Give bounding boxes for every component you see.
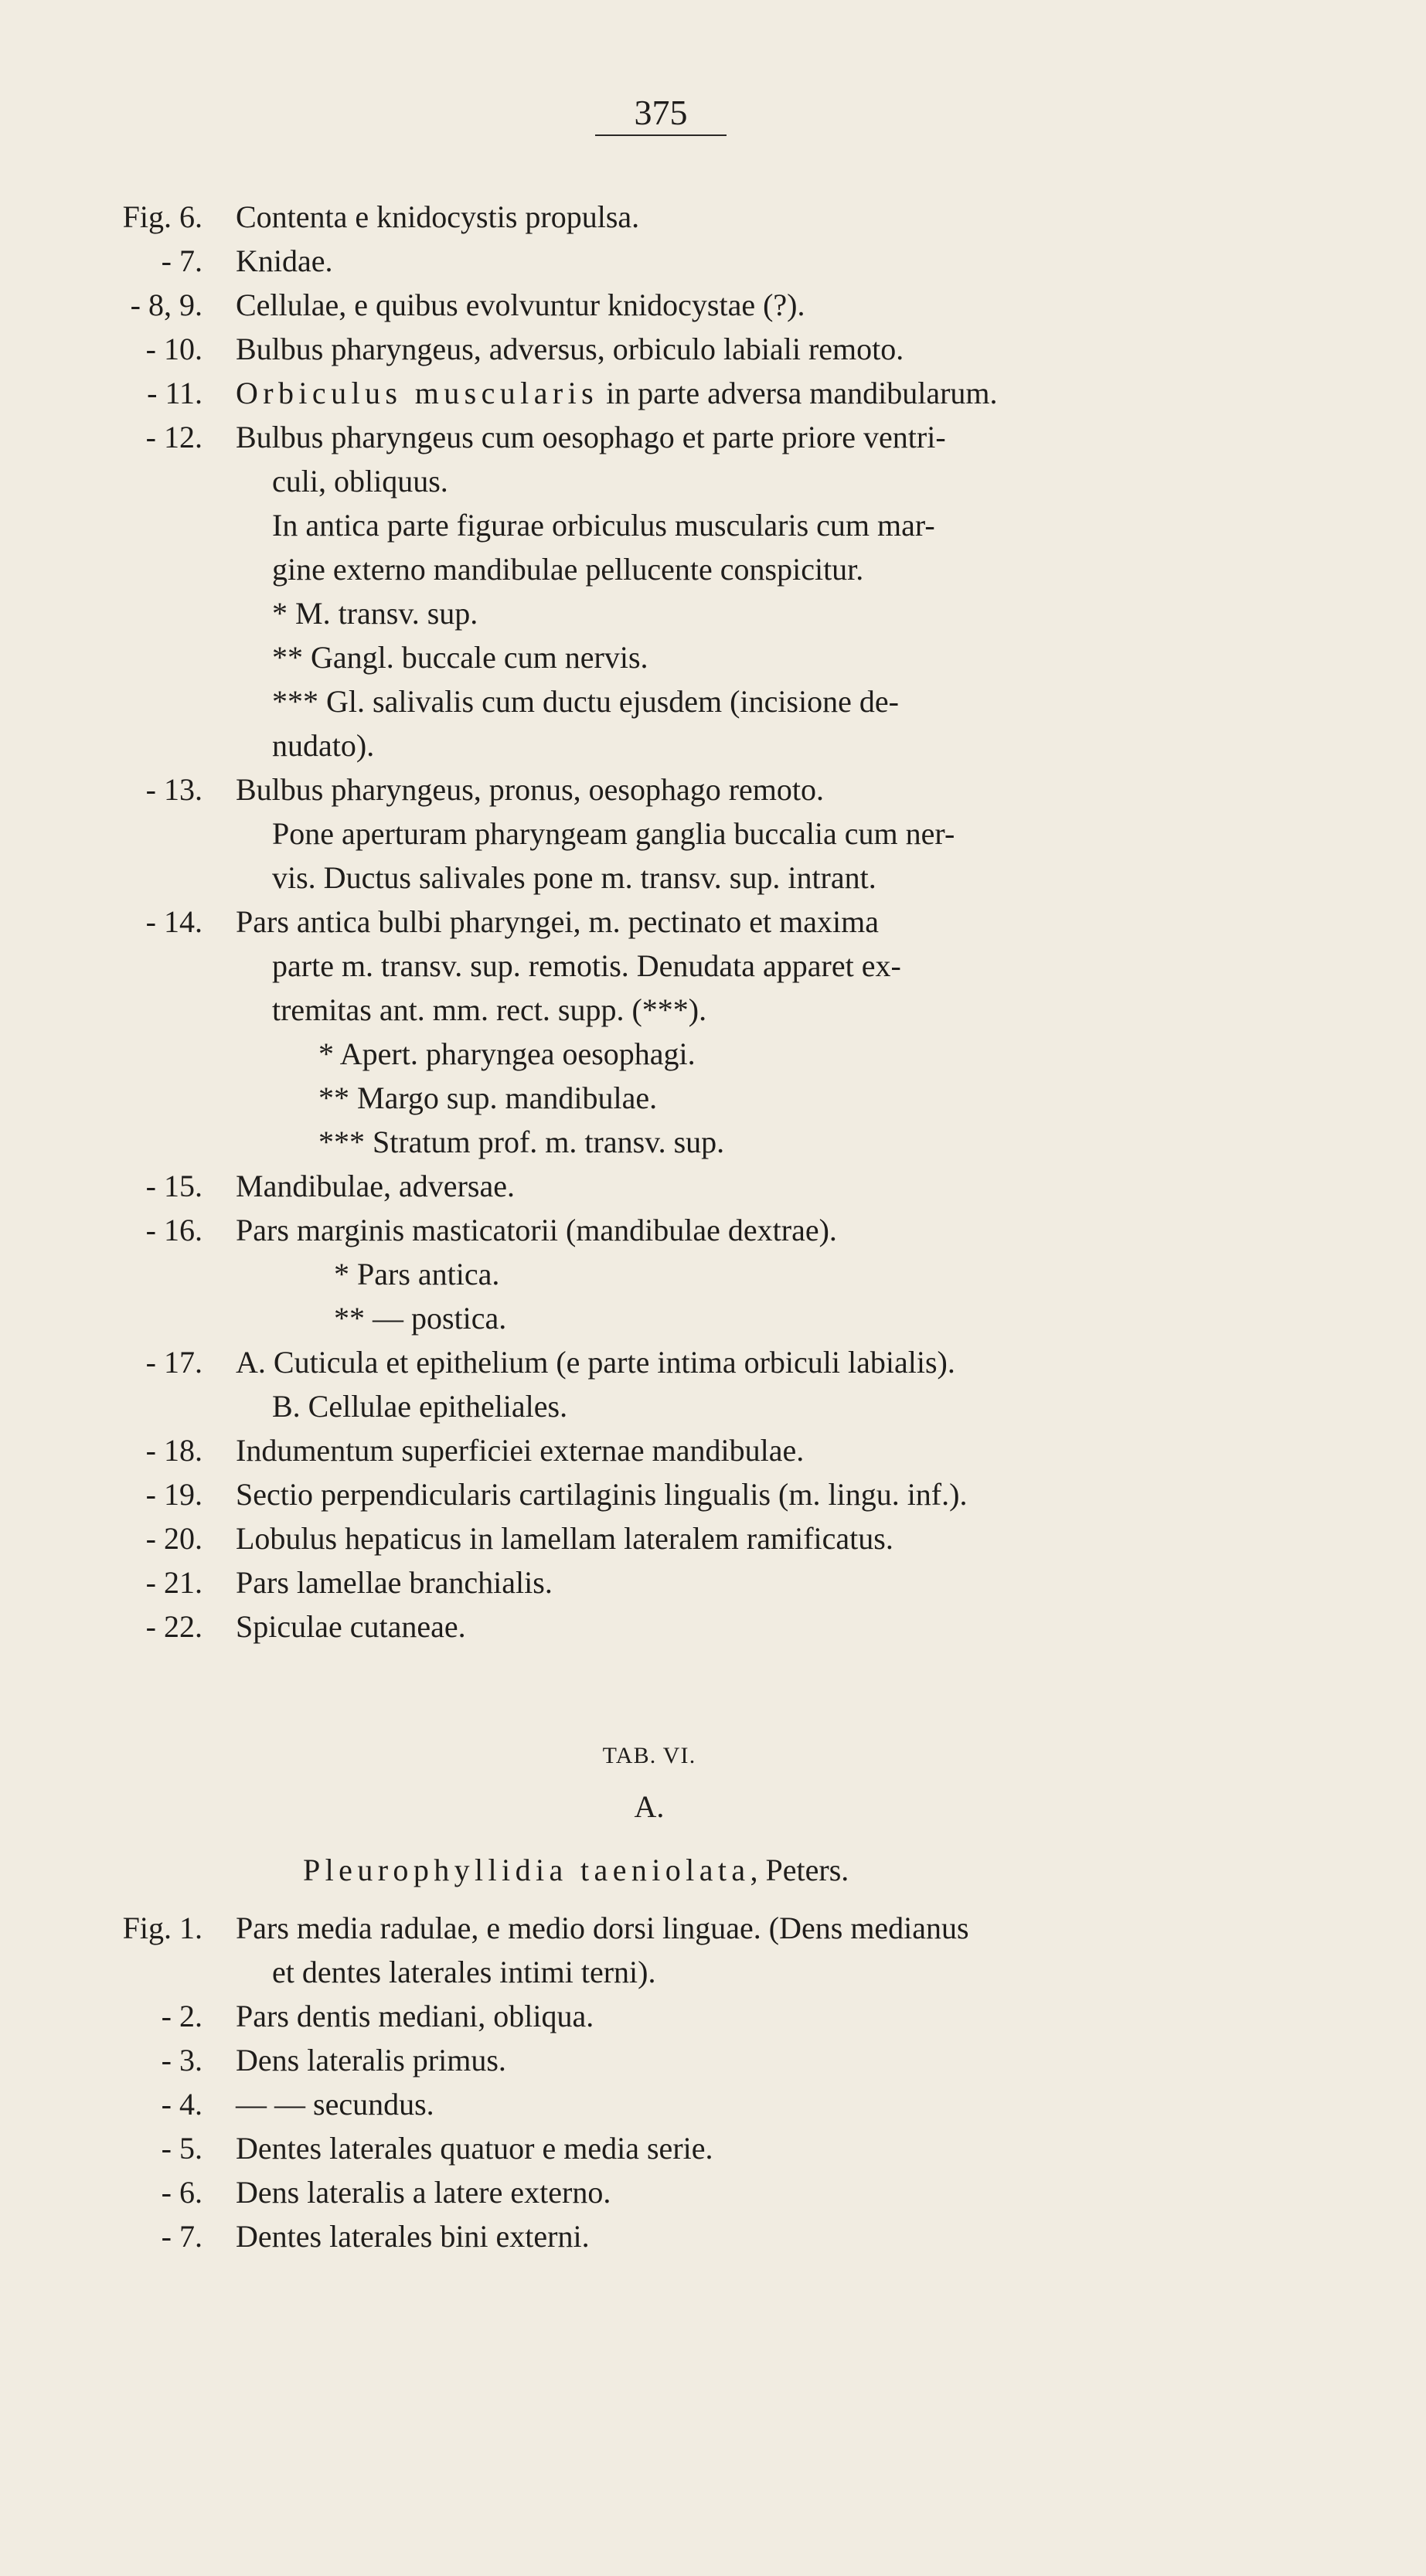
description-text: in parte adversa mandibularum. — [598, 376, 998, 410]
figure-number: - 7. — [161, 2219, 202, 2254]
figure-description-line — [0, 767, 1426, 812]
figure-number: - 6. — [161, 2175, 202, 2210]
description-text: Contenta e knidocystis propulsa. — [236, 199, 640, 234]
description-text: In antica parte figurae orbiculus muscularis cum mar- — [272, 508, 935, 543]
description-text: A. Cuticula et epithelium (e parte intima orbiculi labialis). — [236, 1345, 955, 1380]
figure-description-line — [0, 195, 1426, 240]
figure-description-line — [0, 856, 1426, 900]
description-text: tremitas ant. mm. rect. supp. (***). — [272, 992, 707, 1027]
description-text: Sectio perpendicularis cartilaginis lingualis (m. lingu. inf.). — [236, 1477, 968, 1512]
figure-description-line — [0, 1604, 1426, 1649]
description-text: Pone aperturam pharyngeam ganglia buccalia cum ner- — [272, 816, 955, 851]
figure-number: - 14. — [145, 904, 202, 939]
description-text: Pars media radulae, e medio dorsi linguae. (Dens medianus — [236, 1911, 969, 1945]
figure-number: - 8, 9. — [130, 288, 202, 322]
species-name: Pleurophyllidia taeniolata — [303, 1853, 750, 1887]
figure-description-line — [0, 723, 1426, 768]
figure-description-line — [0, 547, 1426, 592]
figure-description-line — [0, 415, 1426, 460]
figure-description-line — [0, 1296, 1426, 1341]
description-text: * Pars antica. — [334, 1257, 500, 1291]
figure-description-line — [0, 1252, 1426, 1297]
figure-number: Fig. 6. — [122, 199, 202, 234]
description-text: *** Gl. salivalis cum ductu ejusdem (incisione de- — [272, 684, 899, 719]
page-number: 375 — [595, 91, 727, 136]
figure-number: Fig. 1. — [122, 1911, 202, 1945]
figure-description-line — [0, 239, 1426, 284]
figure-number: - 11. — [147, 376, 202, 410]
plate-heading: TAB. VI. — [602, 1743, 696, 1768]
figure-description-line — [0, 371, 1426, 416]
description-text: Indumentum superficiei externae mandibulae. — [236, 1433, 805, 1468]
figure-number: - 7. — [161, 243, 202, 278]
description-text: Spiculae cutaneae. — [236, 1609, 466, 1644]
figure-description-line — [0, 327, 1426, 372]
figure-description-line — [0, 988, 1426, 1033]
figure-description-line — [0, 459, 1426, 504]
figure-number: - 3. — [161, 2043, 202, 2077]
figure-number: - 12. — [145, 420, 202, 454]
figure-description-line — [0, 1516, 1426, 1561]
description-text: ** Margo sup. mandibulae. — [318, 1080, 658, 1115]
figure-description-line — [0, 1950, 1426, 1995]
description-text: Bulbus pharyngeus, adversus, orbiculo labiali remoto. — [236, 332, 904, 366]
figure-description-line — [0, 900, 1426, 944]
figure-description-line — [0, 1120, 1426, 1165]
description-text: Dentes laterales quatuor e media serie. — [236, 2131, 713, 2166]
figure-number: - 19. — [145, 1477, 202, 1512]
figure-description-line — [0, 1472, 1426, 1517]
description-text: Dens lateralis a latere externo. — [236, 2175, 611, 2210]
figure-number: - 15. — [145, 1169, 202, 1203]
figure-description-line — [0, 1428, 1426, 1473]
section-letter: A. — [634, 1789, 665, 1824]
description-text: Cellulae, e quibus evolvuntur knidocystae (?). — [236, 288, 805, 322]
figure-description-line — [0, 2038, 1426, 2083]
figure-description-line — [0, 283, 1426, 328]
figure-description-line — [0, 944, 1426, 989]
figure-description-line — [0, 1340, 1426, 1385]
spaced-term: Orbiculus muscularis — [236, 376, 599, 410]
figure-number: - 13. — [145, 772, 202, 807]
figure-number: - 5. — [161, 2131, 202, 2166]
figure-description-line — [0, 635, 1426, 680]
description-text: culi, obliquus. — [272, 464, 448, 499]
figure-number: - 10. — [145, 332, 202, 366]
figure-description-line — [0, 2214, 1426, 2259]
figure-description-line — [0, 812, 1426, 856]
description-text: *** Stratum prof. m. transv. sup. — [318, 1125, 725, 1159]
description-text: Pars marginis masticatorii (mandibulae dextrae). — [236, 1213, 837, 1247]
figure-number: - 22. — [145, 1609, 202, 1644]
figure-description-line — [0, 1906, 1426, 1951]
description-text: Pars antica bulbi pharyngei, m. pectinato et maxima — [236, 904, 879, 939]
figure-number: - 4. — [161, 2087, 202, 2122]
description-text: vis. Ductus salivales pone m. transv. sup. intrant. — [272, 860, 876, 895]
description-text: Pars lamellae branchialis. — [236, 1565, 553, 1600]
description-text: Dens lateralis primus. — [236, 2043, 506, 2077]
description-text: Mandibulae, adversae. — [236, 1169, 515, 1203]
description-text: gine externo mandibulae pellucente conspicitur. — [272, 552, 864, 587]
description-text: ** — postica. — [334, 1301, 507, 1336]
figure-description-line — [0, 679, 1426, 724]
species-author: , Peters. — [750, 1853, 849, 1887]
description-text: parte m. transv. sup. remotis. Denudata apparet ex- — [272, 948, 901, 983]
description-text: nudato). — [272, 728, 375, 763]
figure-description-line — [0, 2082, 1426, 2127]
figure-number: - 17. — [145, 1345, 202, 1380]
figure-description-line — [0, 1560, 1426, 1605]
description-text: Bulbus pharyngeus, pronus, oesophago remoto. — [236, 772, 825, 807]
description-text: Lobulus hepaticus in lamellam lateralem ramificatus. — [236, 1521, 893, 1556]
figure-description-line — [0, 2126, 1426, 2171]
figure-description-line — [0, 503, 1426, 548]
description-text: ** Gangl. buccale cum nervis. — [272, 640, 648, 675]
figure-description-line — [0, 591, 1426, 636]
description-text: et dentes laterales intimi terni). — [272, 1955, 656, 1989]
figure-number: - 2. — [161, 1999, 202, 2033]
description-text: Bulbus pharyngeus cum oesophago et parte priore ventri- — [236, 420, 946, 454]
figure-description-line — [0, 1208, 1426, 1253]
figure-description-line — [0, 1076, 1426, 1121]
figure-number: - 20. — [145, 1521, 202, 1556]
description-text: Dentes laterales bini externi. — [236, 2219, 590, 2254]
figure-description-line — [0, 1032, 1426, 1077]
figure-number: - 18. — [145, 1433, 202, 1468]
figure-number: - 16. — [145, 1213, 202, 1247]
description-text: * Apert. pharyngea oesophagi. — [318, 1036, 696, 1071]
figure-description-line — [0, 1994, 1426, 2039]
species-title — [303, 1848, 849, 1893]
figure-description-line — [0, 2170, 1426, 2215]
figure-description-line — [0, 1164, 1426, 1209]
figure-number: - 21. — [145, 1565, 202, 1600]
figure-description-line — [0, 1384, 1426, 1429]
description-text: Knidae. — [236, 243, 333, 278]
description-text: Pars dentis mediani, obliqua. — [236, 1999, 594, 2033]
description-text: — — secundus. — [236, 2087, 434, 2122]
description-text: B. Cellulae epitheliales. — [272, 1389, 568, 1424]
description-text: * M. transv. sup. — [272, 596, 478, 631]
